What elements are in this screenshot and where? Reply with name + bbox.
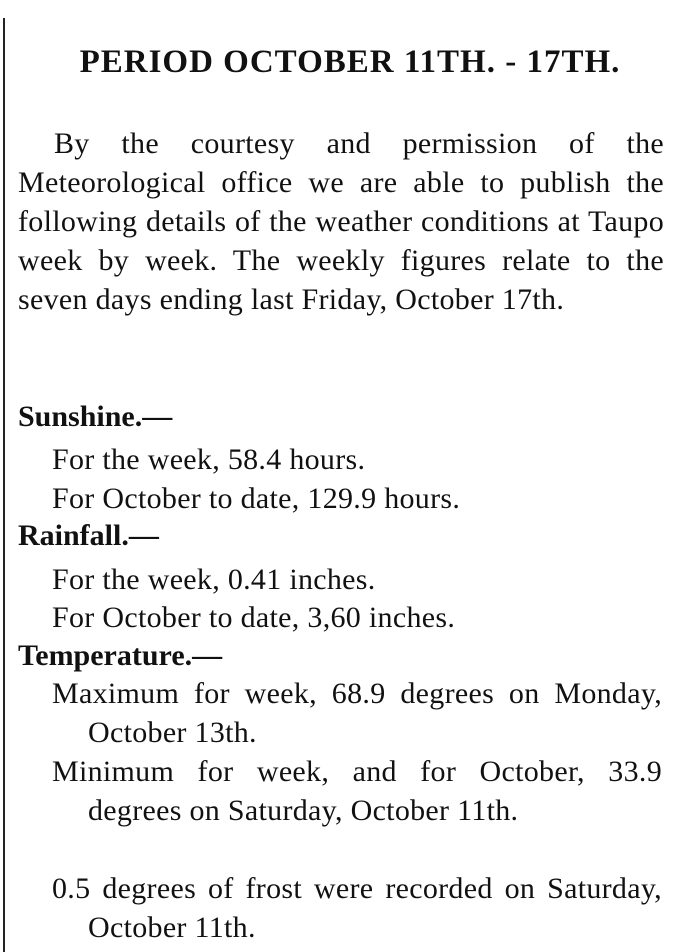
article-heading: PERIOD OCTOBER 11TH. - 17TH. [79, 44, 621, 80]
sunshine-week: For the week, 58.4 hours. [52, 443, 366, 476]
frost-record-text: 0.5 degrees of frost were recorded on Saturday, October 11th. [52, 872, 662, 944]
rainfall-week: For the week, 0.41 inches. [52, 563, 376, 596]
intro-paragraph: By the courtesy and permission of the Meteorological office we are able to publish the following details of the weather conditions at Taupo week by week. The weekly figures relate to the seven days ending last Friday, October 17th. [18, 127, 664, 316]
frost-record [52, 869, 662, 947]
sunshine-heading: Sunshine.— [18, 400, 173, 433]
temperature-maximum [52, 674, 662, 752]
column-rule [3, 18, 5, 952]
temperature-minimum [52, 752, 662, 830]
temperature-heading: Temperature.— [18, 639, 223, 672]
temperature-maximum-text: Maximum for week, 68.9 degrees on Monday, October 13th. [52, 677, 662, 749]
rainfall-month: For October to date, 3,60 inches. [52, 601, 456, 634]
temperature-minimum-text: Minimum for week, and for October, 33.9 degrees on Saturday, October 11th. [52, 755, 662, 827]
rainfall-heading: Rainfall.— [18, 519, 159, 552]
sunshine-month: For October to date, 129.9 hours. [52, 482, 461, 515]
